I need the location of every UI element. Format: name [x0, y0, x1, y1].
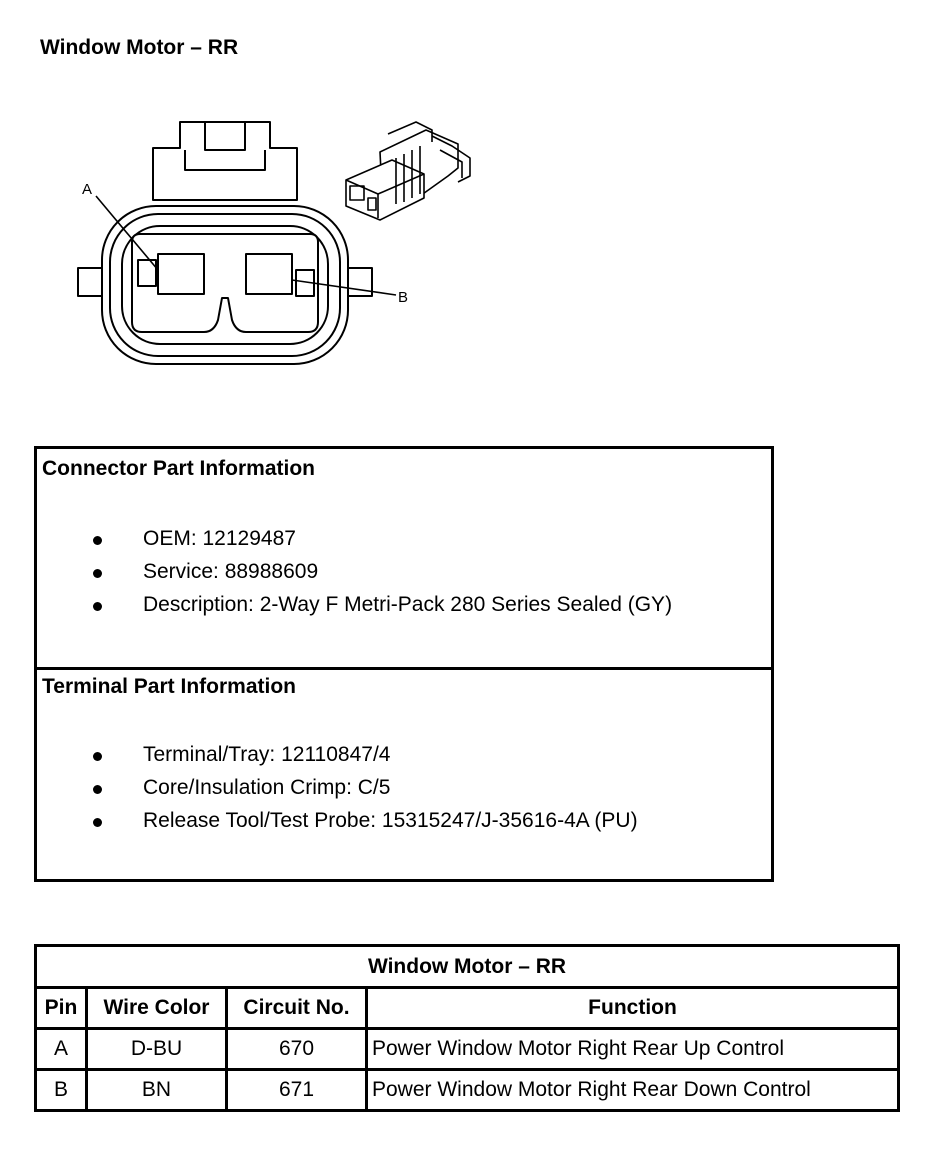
bullet-icon — [93, 752, 102, 761]
list-item — [37, 527, 771, 560]
list-item — [37, 776, 771, 809]
table-row — [36, 1070, 899, 1111]
connector-info-heading: Connector Part Information — [42, 457, 316, 480]
connector-service: Service: 88988609 — [143, 560, 319, 583]
circuit-cell: 671 — [227, 1070, 367, 1111]
connector-isometric-sketch — [346, 122, 470, 220]
label-a: A — [82, 181, 93, 198]
terminal-release-tool: Release Tool/Test Probe: 15315247/J-35616-4A (PU) — [143, 809, 638, 832]
connector-latch — [153, 122, 297, 200]
function-cell: Power Window Motor Right Rear Down Control — [367, 1070, 899, 1111]
table-header-row — [36, 988, 899, 1029]
list-item — [37, 593, 771, 626]
wire-color-cell: BN — [87, 1070, 227, 1111]
list-item — [37, 743, 771, 776]
terminal-info-heading: Terminal Part Information — [42, 675, 296, 698]
list-item — [37, 809, 771, 842]
column-header-function: Function — [367, 988, 899, 1029]
wire-color-cell: D-BU — [87, 1029, 227, 1070]
cavity-a — [158, 254, 204, 294]
terminal-tray: Terminal/Tray: 12110847/4 — [143, 743, 391, 766]
column-header-circuit: Circuit No. — [227, 988, 367, 1029]
pin-cell: A — [36, 1029, 87, 1070]
connector-description: Description: 2-Way F Metri-Pack 280 Series Sealed (GY) — [143, 593, 673, 616]
connector-info-list — [37, 527, 771, 626]
pinout-table — [34, 944, 900, 1112]
circuit-cell: 670 — [227, 1029, 367, 1070]
table-caption: Window Motor – RR — [36, 946, 899, 988]
bullet-icon — [93, 818, 102, 827]
terminal-crimp: Core/Insulation Crimp: C/5 — [143, 776, 391, 799]
connector-oem: OEM: 12129487 — [143, 527, 296, 550]
terminal-info-list — [37, 743, 771, 842]
cavity-b — [246, 254, 292, 294]
bullet-icon — [93, 785, 102, 794]
terminal-part-info — [37, 667, 771, 879]
function-cell: Power Window Motor Right Rear Up Control — [367, 1029, 899, 1070]
column-header-wire-color: Wire Color — [87, 988, 227, 1029]
label-b: B — [398, 289, 409, 306]
column-header-pin: Pin — [36, 988, 87, 1029]
table-caption-row — [36, 946, 899, 988]
bullet-icon — [93, 536, 102, 545]
bullet-icon — [93, 569, 102, 578]
list-item — [37, 560, 771, 593]
page-title: Window Motor – RR — [40, 36, 239, 59]
part-info-box — [34, 446, 774, 882]
pin-cell: B — [36, 1070, 87, 1111]
bullet-icon — [93, 602, 102, 611]
connector-part-info — [37, 449, 771, 670]
table-row — [36, 1029, 899, 1070]
connector-diagram — [60, 110, 500, 390]
